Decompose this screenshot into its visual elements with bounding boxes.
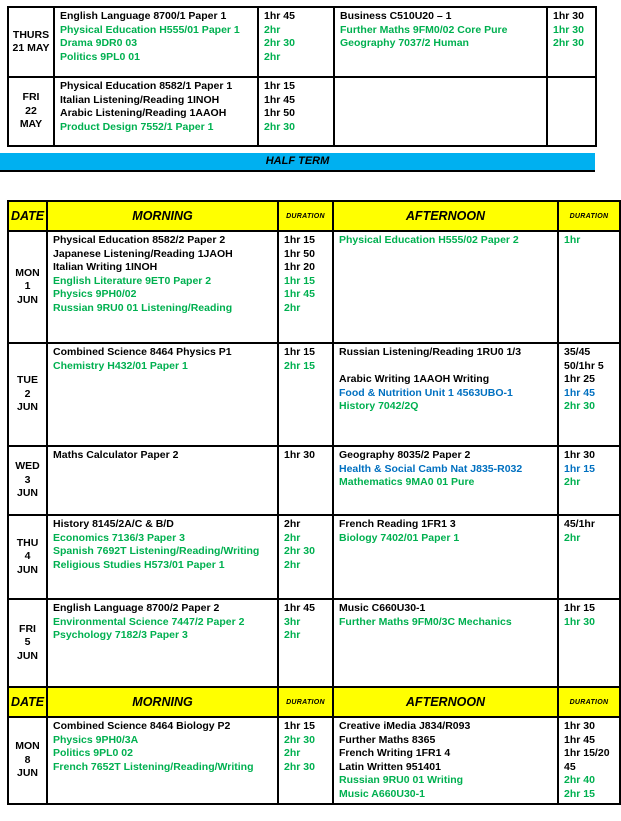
duration-entry: 2hr 30: [264, 120, 295, 133]
date-line: JUN: [16, 401, 38, 414]
date-line: MON: [15, 266, 40, 279]
date-line: 1: [24, 280, 31, 293]
exam-entry: Further Maths 9FM0/3C Mechanics: [339, 615, 512, 628]
duration-entry: 1hr 15: [284, 234, 315, 246]
exam-entry: Physics 9PH0/3A: [53, 733, 139, 746]
afternoon-exams-cell: [333, 343, 558, 446]
duration-entry: 2hr: [264, 50, 281, 63]
morning-duration-cell: [278, 515, 333, 599]
date-line: JUN: [16, 563, 38, 576]
duration-entry: 2hr 30: [284, 545, 315, 557]
exam-entry: Creative iMedia J834/R093: [339, 720, 471, 732]
afternoon-duration-cell: [558, 231, 620, 343]
exam-entry: Product Design 7552/1 Paper 1: [60, 120, 214, 133]
exam-entry: English Literature 9ET0 Paper 2: [53, 274, 212, 287]
duration-entry: 1hr 15: [284, 274, 315, 287]
date-cell: [8, 7, 54, 77]
afternoon-exams-cell: [333, 599, 558, 687]
exam-entry: Food & Nutrition Unit 1 4563UBO-1: [339, 386, 513, 399]
duration-entry: 2hr: [264, 23, 281, 36]
date-cell: [8, 515, 47, 599]
exam-entry: Arabic Listening/Reading 1AAOH: [60, 107, 227, 119]
morning-header: MORNING: [47, 201, 278, 231]
exam-entry: [339, 360, 555, 374]
duration-entry: 2hr 15: [284, 359, 315, 372]
morning-duration-cell: [278, 717, 333, 804]
date-line: MAY: [19, 118, 43, 131]
duration-entry: 1hr 30: [564, 449, 595, 461]
duration-entry: 1hr 45: [564, 386, 595, 399]
exam-entry: Latin Written 951401: [339, 760, 441, 773]
date-line: THURS: [12, 28, 50, 41]
date-line: 5: [24, 636, 31, 649]
morning-exams-cell: [54, 77, 258, 146]
morning-exams-cell: [47, 446, 278, 515]
exam-day-row: [8, 231, 620, 343]
exam-entry: Physical Education 8582/2 Paper 2: [53, 234, 226, 246]
duration-entry: 35/45: [564, 346, 591, 358]
duration-entry: 2hr 30: [553, 37, 584, 49]
duration-entry: 1hr 45: [284, 602, 315, 614]
duration-entry: 1hr 30: [553, 23, 584, 36]
duration-entry: 2hr 30: [284, 733, 315, 746]
exam-entry: Physical Education 8582/1 Paper 1: [60, 80, 233, 92]
exam-entry: History 8145/2A/C & B/D: [53, 518, 174, 530]
exam-day-row: [8, 7, 596, 77]
duration-entry: 1hr 45: [264, 10, 295, 22]
duration-entry: 2hr: [284, 301, 301, 314]
duration-entry: 2hr: [564, 476, 581, 488]
date-line: 4: [24, 550, 31, 563]
exam-entry: Further Maths 8365: [339, 733, 436, 746]
exam-entry: Maths Calculator Paper 2: [53, 449, 179, 461]
duration-entry: 2hr: [284, 629, 301, 641]
afternoon-exams-cell: [333, 446, 558, 515]
duration-entry: 45: [564, 760, 576, 773]
exam-entry: Psychology 7182/3 Paper 3: [53, 629, 188, 641]
morning-duration-cell: [278, 446, 333, 515]
duration-entry: 45/1hr: [564, 518, 595, 530]
duration-header: DURATION: [278, 687, 333, 717]
duration-entry: 1hr 15: [284, 346, 315, 358]
duration-entry: 2hr: [284, 518, 301, 530]
exam-entry: Politics 9PL0 02: [53, 747, 133, 759]
morning-header: MORNING: [47, 687, 278, 717]
afternoon-duration-cell: [558, 515, 620, 599]
morning-duration-cell: [258, 7, 334, 77]
duration-header: DURATION: [278, 201, 333, 231]
exam-entry: Further Maths 9FM0/02 Core Pure: [340, 23, 508, 36]
date-line: THU: [16, 536, 39, 549]
morning-duration-cell: [258, 77, 334, 146]
date-line: FRI: [22, 91, 40, 104]
morning-duration-cell: [278, 343, 333, 446]
duration-entry: 1hr 45: [284, 288, 315, 300]
afternoon-duration-cell: [558, 599, 620, 687]
duration-entry: 2hr: [284, 558, 301, 571]
date-cell: [8, 446, 47, 515]
date-line: JUN: [16, 649, 38, 662]
date-cell: [8, 231, 47, 343]
exam-day-row: [8, 446, 620, 515]
may-exams-section: [7, 6, 597, 147]
exam-entry: Economics 7136/3 Paper 3: [53, 531, 185, 544]
column-header-row: [8, 201, 620, 231]
exam-entry: English Language 8700/2 Paper 2: [53, 602, 220, 614]
exam-entry: Physical Education H555/02 Paper 2: [339, 234, 519, 246]
exam-entry: French 7652T Listening/Reading/Writing: [53, 760, 254, 773]
morning-exams-cell: [47, 717, 278, 804]
date-line: 3: [24, 473, 31, 486]
may-table-body: [8, 7, 596, 146]
afternoon-header: AFTERNOON: [333, 687, 558, 717]
exam-day-row: [8, 599, 620, 687]
exam-entry: Religious Studies H573/01 Paper 1: [53, 558, 225, 571]
exam-entry: French Writing 1FR1 4: [339, 747, 451, 759]
exam-entry: Politics 9PL0 01: [60, 50, 140, 63]
duration-entry: 2hr 30: [564, 400, 595, 412]
date-line: JUN: [16, 767, 38, 780]
june-week2-table-body: [8, 687, 620, 804]
date-line: 21 MAY: [12, 42, 50, 54]
duration-entry: 2hr 30: [284, 760, 315, 773]
exam-entry: Biology 7402/01 Paper 1: [339, 531, 460, 544]
exam-entry: Health & Social Camb Nat J835-R032: [339, 462, 523, 475]
duration-entry: 1hr 30: [284, 449, 315, 461]
duration-entry: 1hr: [564, 234, 581, 246]
duration-entry: 1hr 15: [564, 602, 595, 614]
duration-entry: 2hr 15: [564, 787, 595, 800]
exam-day-row: [8, 515, 620, 599]
morning-exams-cell: [54, 7, 258, 77]
duration-entry: 1hr 20: [284, 261, 315, 273]
morning-exams-cell: [47, 343, 278, 446]
exam-entry: Italian Listening/Reading 1INOH: [60, 93, 220, 106]
duration-entry: 2hr 30: [264, 37, 295, 49]
date-line: TUE: [17, 374, 38, 387]
afternoon-exams-cell: [333, 515, 558, 599]
morning-exams-cell: [47, 599, 278, 687]
duration-entry: 1hr 45: [264, 93, 295, 106]
exam-day-row: [8, 717, 620, 804]
duration-header: DURATION: [558, 687, 620, 717]
date-cell: [8, 343, 47, 446]
afternoon-duration-cell: [547, 77, 596, 146]
date-line: WED: [15, 460, 40, 473]
exam-day-row: [8, 77, 596, 146]
date-line: 2: [24, 387, 31, 400]
date-line: JUN: [16, 487, 38, 500]
afternoon-duration-cell: [558, 446, 620, 515]
exam-entry: Mathematics 9MA0 01 Pure: [339, 476, 475, 488]
duration-entry: 2hr: [284, 531, 301, 544]
exam-entry: Japanese Listening/Reading 1JAOH: [53, 247, 233, 260]
duration-entry: 1hr 15: [564, 462, 595, 475]
half-term-banner: HALF TERM: [0, 153, 595, 172]
duration-entry: 1hr 45: [564, 733, 595, 746]
exam-entry: Geography 8035/2 Paper 2: [339, 449, 471, 461]
exam-entry: Arabic Writing 1AAOH Writing: [339, 373, 490, 385]
morning-duration-cell: [278, 599, 333, 687]
date-header: DATE: [8, 687, 47, 717]
exam-entry: Environmental Science 7447/2 Paper 2: [53, 615, 245, 628]
duration-header: DURATION: [558, 201, 620, 231]
exam-entry: Spanish 7692T Listening/Reading/Writing: [53, 545, 260, 557]
june-week1-exams-table: [7, 200, 621, 688]
exam-entry: Italian Writing 1INOH: [53, 261, 158, 273]
afternoon-exams-cell: [334, 77, 547, 146]
exam-entry: History 7042/2Q: [339, 400, 419, 412]
duration-entry: 2hr: [564, 531, 581, 544]
exam-entry: Russian 9RU0 01 Listening/Reading: [53, 301, 233, 314]
duration-entry: 50/1hr 5: [564, 359, 604, 372]
duration-entry: 1hr 30: [553, 10, 584, 22]
date-line: JUN: [16, 293, 38, 306]
morning-duration-cell: [278, 231, 333, 343]
morning-exams-cell: [47, 231, 278, 343]
exam-entry: Combined Science 8464 Physics P1: [53, 346, 232, 358]
exam-entry: Russian Listening/Reading 1RU0 1/3: [339, 346, 522, 358]
duration-entry: 3hr: [284, 615, 301, 628]
duration-entry: 1hr 30: [564, 615, 595, 628]
duration-entry: 1hr 25: [564, 373, 595, 385]
afternoon-duration-cell: [558, 343, 620, 446]
column-header-row: [8, 687, 620, 717]
exam-entry: Physics 9PH0/02: [53, 288, 137, 300]
june-exams-section: [7, 200, 621, 805]
afternoon-header: AFTERNOON: [333, 201, 558, 231]
date-cell: [8, 717, 47, 804]
exam-entry: Drama 9DR0 03: [60, 37, 138, 49]
exam-entry: Music A660U30-1: [339, 787, 425, 800]
exam-entry: Music C660U30-1: [339, 602, 426, 614]
exam-entry: Physical Education H555/01 Paper 1: [60, 23, 240, 36]
duration-entry: 1hr 15/20: [564, 747, 610, 759]
exam-entry: Russian 9RU0 01 Writing: [339, 774, 464, 786]
afternoon-duration-cell: [547, 7, 596, 77]
date-header: DATE: [8, 201, 47, 231]
date-cell: [8, 77, 54, 146]
may-exams-table: [7, 6, 597, 147]
date-cell: [8, 599, 47, 687]
duration-entry: 1hr 30: [564, 720, 595, 732]
duration-entry: 1hr 50: [264, 107, 295, 119]
afternoon-exams-cell: [333, 717, 558, 804]
duration-entry: 1hr 15: [284, 720, 315, 732]
june-week1-table-body: [8, 201, 620, 687]
june-week2-exams-table: [7, 686, 621, 805]
duration-entry: 2hr: [284, 747, 301, 759]
date-line: 8: [24, 753, 31, 766]
exam-entry: Geography 7037/2 Human: [340, 37, 469, 49]
duration-entry: 1hr 15: [264, 80, 295, 92]
exam-entry: Combined Science 8464 Biology P2: [53, 720, 231, 732]
afternoon-exams-cell: [334, 7, 547, 77]
exam-day-row: [8, 343, 620, 446]
date-line: MON: [15, 740, 40, 753]
exam-entry: English Language 8700/1 Paper 1: [60, 10, 227, 22]
exam-entry: Chemistry H432/01 Paper 1: [53, 359, 188, 372]
date-line: 22: [25, 104, 37, 117]
duration-entry: 1hr 50: [284, 247, 315, 260]
morning-exams-cell: [47, 515, 278, 599]
afternoon-duration-cell: [558, 717, 620, 804]
date-line: FRI: [19, 622, 36, 635]
duration-entry: 2hr 40: [564, 774, 595, 786]
afternoon-exams-cell: [333, 231, 558, 343]
exam-entry: Business C510U20 – 1: [340, 10, 452, 22]
exam-entry: French Reading 1FR1 3: [339, 518, 456, 530]
